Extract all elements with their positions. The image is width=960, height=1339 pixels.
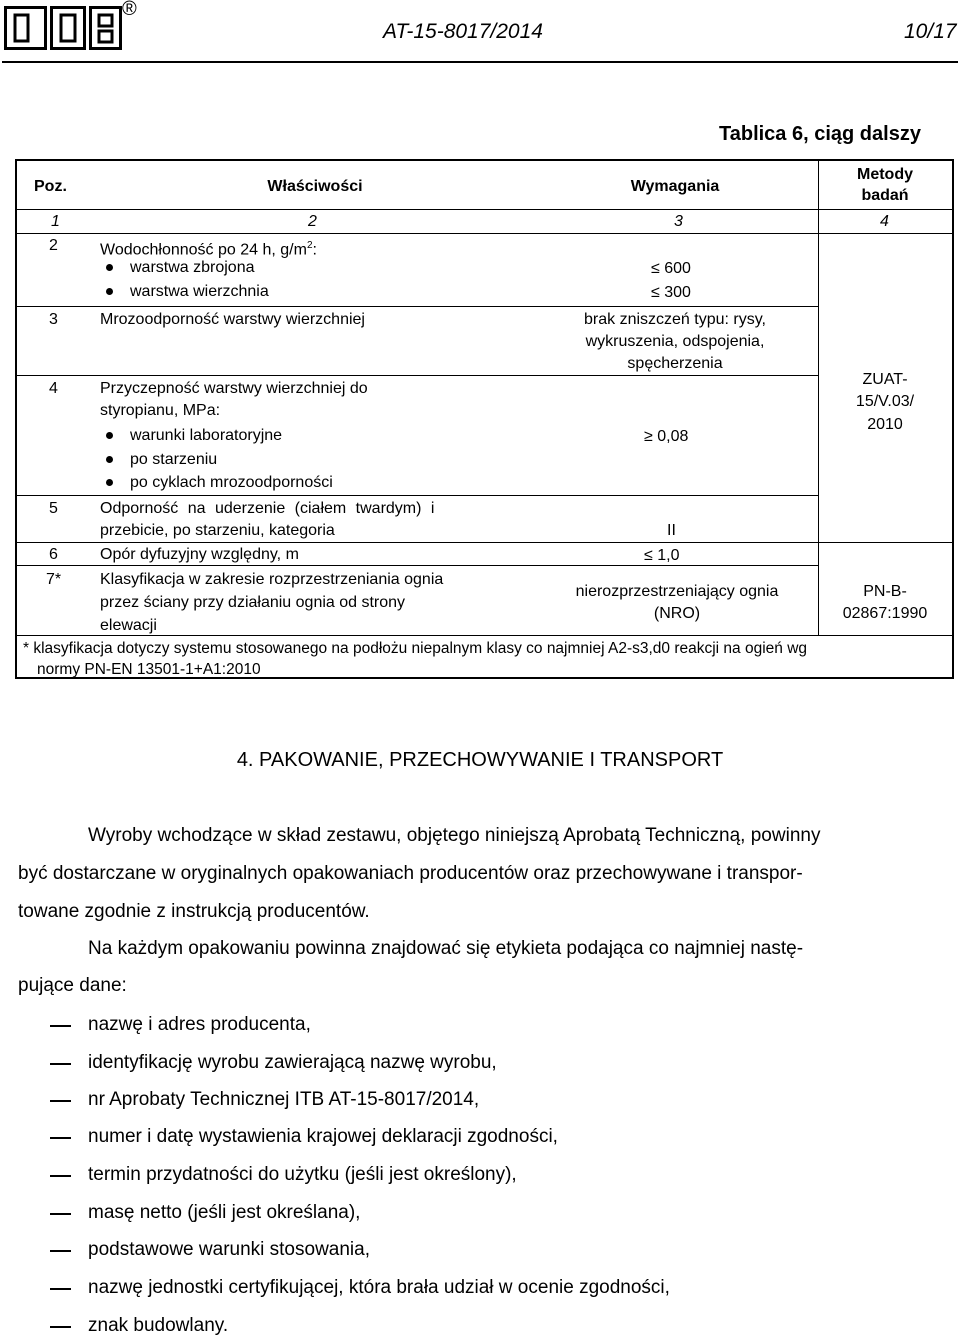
property-title: elewacji bbox=[100, 617, 157, 634]
table-footnote: normy PN-EN 13501-1+A1:2010 bbox=[37, 661, 261, 678]
list-item: identyfikację wyrobu zawierającą nazwę wyrobu, bbox=[88, 1052, 497, 1073]
method-zuat: 2010 bbox=[867, 416, 903, 433]
column-divider bbox=[818, 161, 819, 635]
list-item: po cyklach mrozoodporności bbox=[130, 474, 333, 491]
property-title: przez ściany przy działaniu ognia od strony bbox=[100, 594, 406, 611]
row-divider bbox=[17, 209, 952, 210]
dash-bullet-icon bbox=[50, 1250, 71, 1252]
method-zuat: 15/V.03/ bbox=[855, 393, 915, 410]
row-divider bbox=[17, 495, 818, 496]
requirement-value: ≤ 300 bbox=[651, 284, 691, 301]
registered-mark: ® bbox=[122, 0, 137, 20]
dash-bullet-icon bbox=[50, 1025, 71, 1027]
method-zuat: ZUAT- bbox=[862, 371, 908, 388]
requirement-value: II bbox=[667, 522, 676, 539]
bullet-icon bbox=[106, 288, 113, 295]
list-item: podstawowe warunki stosowania, bbox=[88, 1239, 370, 1260]
list-item: nazwę i adres producenta, bbox=[88, 1014, 311, 1035]
col-number-4: 4 bbox=[880, 213, 889, 230]
row-divider bbox=[17, 306, 818, 307]
list-item: nazwę jednostki certyfikującej, która brała udział w ocenie zgodności, bbox=[88, 1277, 670, 1298]
requirement-text: (NRO) bbox=[653, 605, 701, 622]
dash-bullet-icon bbox=[50, 1063, 71, 1065]
paragraph-line: pujące dane: bbox=[18, 975, 127, 996]
row-divider bbox=[17, 542, 952, 543]
section-title: 4. PAKOWANIE, PRZECHOWYWANIE I TRANSPORT bbox=[236, 749, 724, 771]
paragraph-line: być dostarczane w oryginalnych opakowaniach producentów oraz przechowywane i transpor- bbox=[18, 863, 803, 884]
bullet-icon bbox=[106, 264, 113, 271]
table-caption: Tablica 6, ciąg dalszy bbox=[719, 123, 921, 145]
dash-bullet-icon bbox=[50, 1288, 71, 1290]
property-title: Opór dyfuzyjny względny, m bbox=[100, 546, 299, 563]
row-divider bbox=[17, 635, 952, 636]
row-divider bbox=[17, 565, 818, 566]
row-position: 3 bbox=[49, 311, 58, 328]
row-position: 5 bbox=[49, 500, 58, 517]
header-methods-2: badań bbox=[861, 187, 909, 204]
property-title: Mrozoodporność warstwy wierzchniej bbox=[100, 311, 365, 328]
list-item: termin przydatności do użytku (jeśli jest określony), bbox=[88, 1164, 517, 1185]
header-poz: Poz. bbox=[34, 178, 67, 195]
list-item: nr Aprobaty Technicznej ITB AT-15-8017/2014, bbox=[88, 1089, 480, 1110]
method-pn: PN-B- bbox=[863, 583, 907, 600]
paragraph-line: towane zgodnie z instrukcją producentów. bbox=[18, 901, 370, 922]
page-number: 10/17 bbox=[904, 20, 957, 43]
header-properties: Właściwości bbox=[267, 178, 363, 195]
requirement-value: ≤ 600 bbox=[651, 260, 691, 277]
itb-logo bbox=[4, 6, 122, 50]
property-title: Klasyfikacja w zakresie rozprzestrzeniania ognia bbox=[100, 571, 444, 588]
row-position: 7* bbox=[46, 571, 62, 588]
requirement-text: brak zniszczeń typu: rysy, bbox=[584, 311, 766, 328]
bullet-icon bbox=[106, 432, 113, 439]
dash-bullet-icon bbox=[50, 1137, 71, 1139]
dash-bullet-icon bbox=[50, 1326, 71, 1328]
dash-bullet-icon bbox=[50, 1175, 71, 1177]
bullet-icon bbox=[106, 479, 113, 486]
requirement-value: ≥ 0,08 bbox=[644, 428, 689, 445]
header-requirements: Wymagania bbox=[630, 178, 720, 195]
requirement-text: spęcherzenia bbox=[627, 355, 723, 372]
list-item: masę netto (jeśli jest określana), bbox=[88, 1202, 361, 1223]
list-item: warstwa wierzchnia bbox=[130, 283, 269, 300]
bullet-icon bbox=[106, 456, 113, 463]
requirement-value: ≤ 1,0 bbox=[644, 547, 680, 564]
property-title: Przyczepność warstwy wierzchniej do bbox=[100, 380, 368, 397]
header-divider bbox=[2, 61, 958, 63]
row-divider bbox=[17, 375, 818, 376]
col-number-3: 3 bbox=[674, 213, 683, 230]
row-divider bbox=[17, 233, 952, 234]
property-title: styropianu, MPa: bbox=[100, 402, 221, 419]
dash-bullet-icon bbox=[50, 1213, 71, 1215]
row-position: 2 bbox=[49, 237, 58, 254]
row-position: 6 bbox=[49, 546, 58, 563]
header-methods: Metody bbox=[857, 166, 913, 183]
method-pn: 02867:1990 bbox=[842, 605, 928, 622]
paragraph-line: Wyroby wchodzące w skład zestawu, objętego niniejszą Aprobatą Techniczną, powinny bbox=[88, 825, 821, 846]
list-item: warunki laboratoryjne bbox=[130, 427, 283, 444]
table-footnote: * klasyfikacja dotyczy systemu stosowanego na podłożu niepalnym klasy co najmniej A2-s3,d0 reakcji na ogień wg bbox=[23, 640, 808, 657]
row-position: 4 bbox=[49, 380, 58, 397]
col-number-1: 1 bbox=[51, 213, 60, 230]
requirement-text: wykruszenia, odspojenia, bbox=[585, 333, 765, 350]
list-item: znak budowlany. bbox=[88, 1315, 229, 1336]
paragraph-line: Na każdym opakowaniu powinna znajdować się etykieta podająca co najmniej nastę- bbox=[88, 938, 804, 959]
list-item: numer i datę wystawienia krajowej deklaracji zgodności, bbox=[88, 1126, 558, 1147]
requirement-text: nierozprzestrzeniający ognia bbox=[575, 583, 779, 600]
document-id: AT-15-8017/2014 bbox=[383, 20, 543, 43]
dash-bullet-icon bbox=[50, 1100, 71, 1102]
list-item: warstwa zbrojona bbox=[130, 259, 255, 276]
properties-table bbox=[15, 159, 954, 679]
property-title: przebicie, po starzeniu, kategoria bbox=[100, 522, 335, 539]
property-title: Wodochłonność po 24 h, $g/m^2$: bbox=[100, 240, 317, 259]
property-title: Odporność na uderzenie (ciałem twardym) i bbox=[100, 500, 435, 517]
col-number-2: 2 bbox=[308, 213, 317, 230]
list-item: po starzeniu bbox=[130, 451, 218, 468]
